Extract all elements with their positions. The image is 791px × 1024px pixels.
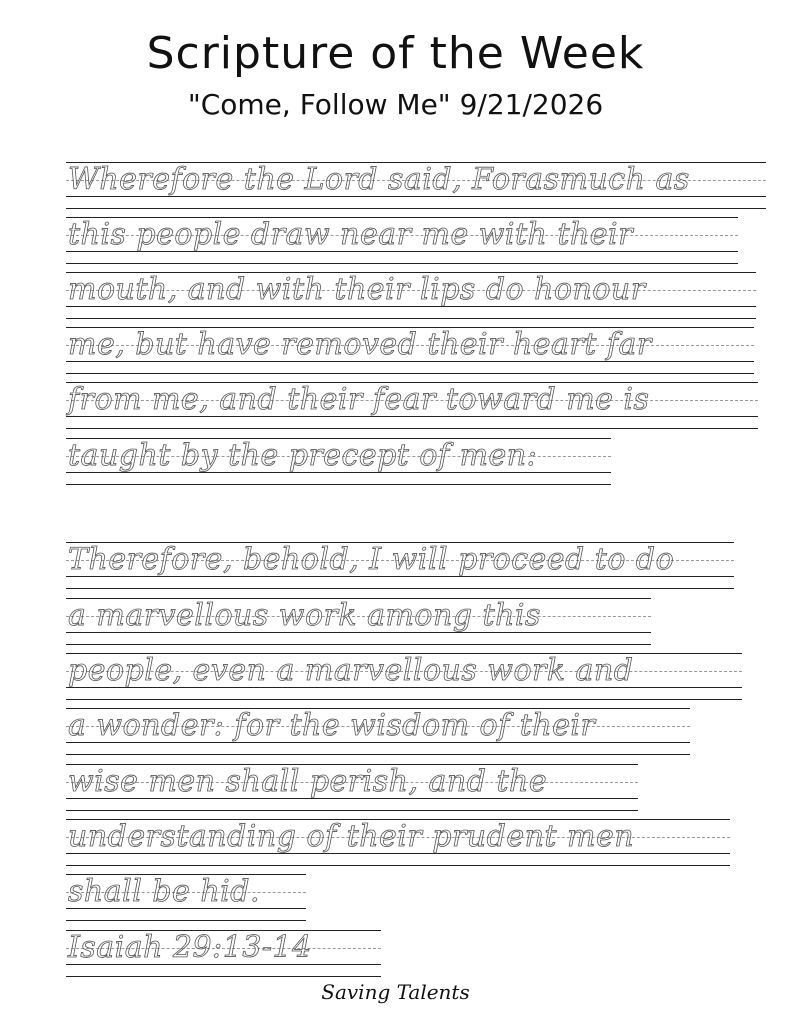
guide-line-descender	[66, 318, 756, 319]
guide-line-descender	[66, 865, 730, 866]
tracing-text: shall be hid.	[68, 874, 260, 909]
tracing-text: mouth, and with their lips do honour	[68, 272, 646, 307]
guide-line-descender	[66, 373, 754, 374]
tracing-text: Therefore, behold, I will proceed to do	[68, 542, 675, 577]
tracing-text: Wherefore the Lord said, Forasmuch as	[68, 162, 690, 197]
tracing-row	[66, 325, 754, 365]
guide-line-descender	[66, 588, 734, 589]
tracing-text: a wonder: for the wisdom of their	[68, 708, 596, 743]
page-title: Scripture of the Week	[146, 28, 645, 79]
tracing-text: taught by the precept of men:	[68, 438, 538, 473]
tracing-row	[66, 436, 611, 476]
tracing-text: wise men shall perish, and the	[68, 764, 548, 799]
guide-line-descender	[66, 484, 611, 485]
tracing-text: from me, and their fear toward me is	[68, 382, 650, 417]
tracing-text: people, even a marvellous work and	[68, 653, 634, 688]
guide-line-descender	[66, 428, 758, 429]
tracing-row	[66, 706, 690, 746]
guide-line-descender	[66, 208, 766, 209]
tracing-row	[66, 596, 651, 636]
tracing-row	[66, 540, 734, 580]
tracing-text: understanding of their prudent men	[68, 819, 635, 854]
tracing-row	[66, 651, 742, 691]
tracing-text: this people draw near me with their	[68, 217, 633, 252]
guide-line-descender	[66, 644, 651, 645]
guide-line-descender	[66, 263, 738, 264]
page-subtitle: "Come, Follow Me" 9/21/2026	[187, 88, 604, 121]
tracing-row	[66, 380, 758, 420]
guide-line-descender	[66, 920, 306, 921]
brand-footer: Saving Talents	[321, 980, 470, 1004]
tracing-text: Isaiah 29:13-14	[68, 930, 312, 965]
tracing-row	[66, 928, 381, 968]
guide-line-descender	[66, 699, 742, 700]
guide-line-descender	[66, 810, 638, 811]
guide-line-descender	[66, 754, 690, 755]
tracing-row	[66, 872, 306, 912]
tracing-row	[66, 270, 756, 310]
guide-line-descender	[66, 976, 381, 977]
tracing-text: a marvellous work among this	[68, 598, 541, 633]
tracing-row	[66, 215, 738, 255]
tracing-row	[66, 817, 730, 857]
tracing-row	[66, 762, 638, 802]
tracing-text: me, but have removed their heart far	[68, 327, 652, 362]
tracing-row	[66, 160, 766, 200]
